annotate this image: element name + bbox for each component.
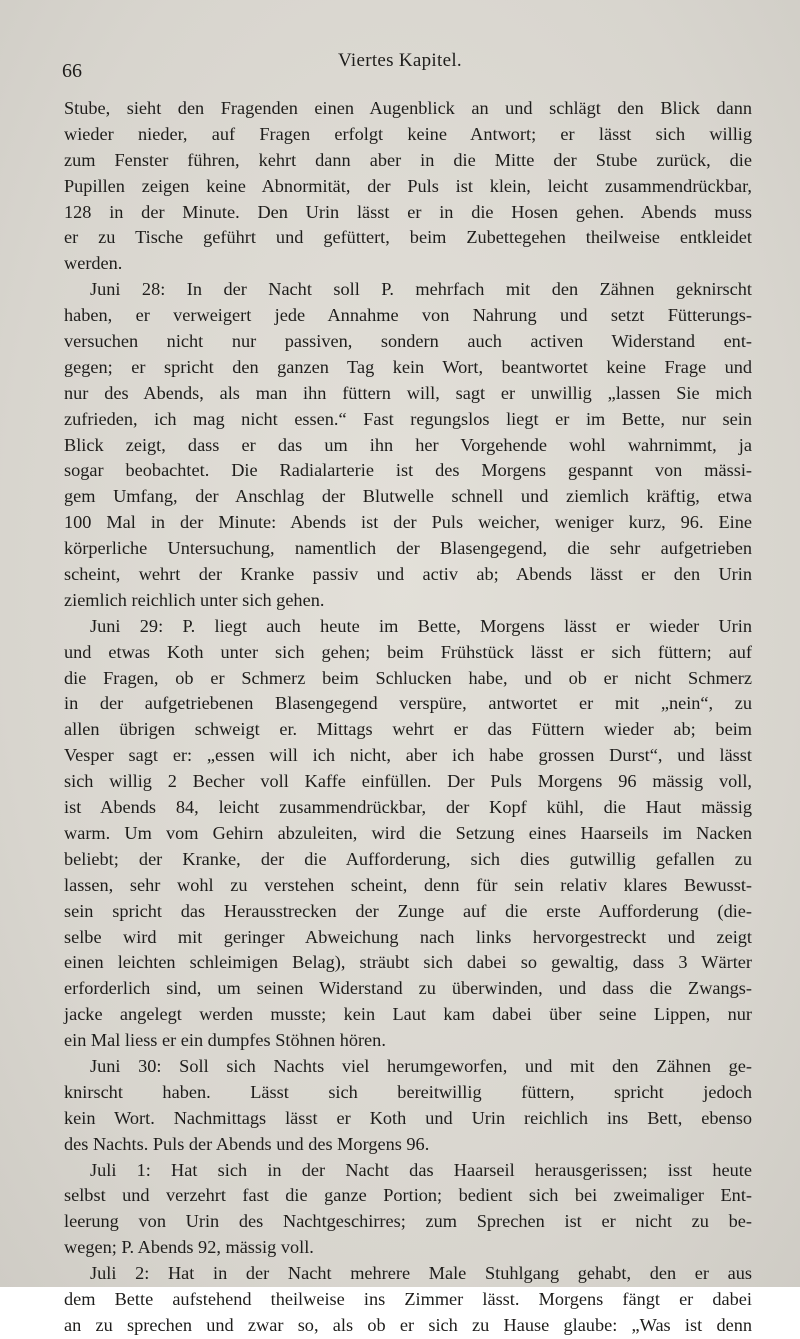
text-line: nur des Abends, als man ihn füttern will, sagt er unwillig „lassen Sie mich bbox=[64, 382, 752, 403]
text-line: haben, er verweigert jede Annahme von Nahrung und setzt Fütterungs- bbox=[64, 305, 752, 326]
text-line: einen leichten schleimigen Belag), sträubt sich dabei so gewaltig, dass 3 Wärter bbox=[64, 952, 752, 973]
text-line: 100 Mal in der Minute: Abends ist der Puls weicher, weniger kurz, 96. Eine bbox=[64, 512, 752, 533]
text-line: sein spricht das Herausstrecken der Zunge auf die erste Aufforderung (die- bbox=[64, 900, 752, 921]
text-line: wieder nieder, auf Fragen erfolgt keine Antwort; er lässt sich willig bbox=[64, 123, 752, 144]
text-line: Blick zeigt, dass er das um ihn her Vorgehende wohl wahrnimmt, ja bbox=[64, 434, 752, 455]
text-line: wegen; P. Abends 92, mässig voll. bbox=[64, 1237, 314, 1258]
text-line: versuchen nicht nur passiven, sondern auch activen Widerstand ent- bbox=[64, 331, 752, 352]
text-line: Juli 1: Hat sich in der Nacht das Haarseil herausgerissen; isst heute bbox=[90, 1159, 752, 1180]
text-line: warm. Um vom Gehirn abzuleiten, wird die Setzung eines Haarseils im Nacken bbox=[64, 822, 752, 843]
text-line: er zu Tische geführt und gefüttert, beim Zubettegehen theilweise entkleidet bbox=[64, 227, 752, 248]
text-line: des Nachts. Puls der Abends und des Morgens 96. bbox=[64, 1133, 430, 1154]
text-line: sogar beobachtet. Die Radialarterie ist des Morgens gespannt von mässi- bbox=[64, 460, 752, 481]
text-line: 128 in der Minute. Den Urin lässt er in die Hosen gehen. Abends muss bbox=[64, 201, 752, 222]
text-line: allen übrigen schweigt er. Mittags wehrt er das Füttern wieder ab; beim bbox=[64, 719, 752, 740]
text-line: Juni 29: P. liegt auch heute im Bette, Morgens lässt er wieder Urin bbox=[90, 615, 752, 636]
text-line: kein Wort. Nachmittags lässt er Koth und Urin reichlich ins Bett, ebenso bbox=[64, 1107, 752, 1128]
text-line: in der aufgetriebenen Blasengegend verspüre, antwortet er mit „nein“, zu bbox=[64, 693, 752, 714]
body-text bbox=[64, 96, 752, 1339]
page-header bbox=[62, 50, 758, 80]
text-line: dem Bette aufstehend theilweise ins Zimmer lässt. Morgens fängt er dabei bbox=[64, 1288, 752, 1309]
text-line: Pupillen zeigen keine Abnormität, der Puls ist klein, leicht zusammendrückbar, bbox=[64, 175, 752, 196]
text-line: werden. bbox=[64, 253, 123, 274]
text-line: gegen; er spricht den ganzen Tag kein Wort, beantwortet keine Frage und bbox=[64, 356, 752, 377]
text-line: Stube, sieht den Fragenden einen Augenblick an und schlägt den Blick dann bbox=[64, 98, 752, 118]
running-title: Viertes Kapitel. bbox=[338, 50, 462, 71]
text-line: selbe wird mit geringer Abweichung nach links hervorgestreckt und zeigt bbox=[64, 926, 752, 947]
text-line: körperliche Untersuchung, namentlich der Blasengegend, die sehr aufgetrieben bbox=[64, 538, 752, 559]
text-line: gem Umfang, der Anschlag der Blutwelle schnell und ziemlich kräftig, etwa bbox=[64, 486, 752, 507]
page-number: 66 bbox=[62, 60, 82, 82]
text-line: beliebt; der Kranke, der die Aufforderung, sich dies gutwillig gefallen zu bbox=[64, 848, 752, 869]
text-line: leerung von Urin des Nachtgeschirres; zum Sprechen ist er nicht zu be- bbox=[64, 1211, 752, 1232]
text-line: ziemlich reichlich unter sich gehen. bbox=[64, 589, 325, 610]
text-line: an zu sprechen und zwar so, als ob er sich zu Hause glaube: „Was ist denn bbox=[64, 1314, 752, 1335]
text-line: und etwas Koth unter sich gehen; beim Frühstück lässt er sich füttern; auf bbox=[64, 641, 752, 662]
text-line: Vesper sagt er: „essen will ich nicht, aber ich habe grossen Durst“, und lässt bbox=[64, 745, 752, 766]
text-line: zum Fenster führen, kehrt dann aber in die Mitte der Stube zurück, die bbox=[64, 149, 752, 170]
text-line: selbst und verzehrt fast die ganze Portion; bedient sich bei zweimaliger Ent- bbox=[64, 1185, 752, 1206]
text-line: zufrieden, ich mag nicht essen.“ Fast regungslos liegt er im Bette, nur sein bbox=[64, 408, 752, 429]
text-line: knirscht haben. Lässt sich bereitwillig füttern, spricht jedoch bbox=[64, 1081, 752, 1102]
text-line: Juli 2: Hat in der Nacht mehrere Male Stuhlgang gehabt, den er aus bbox=[90, 1263, 752, 1284]
text-line: Juni 28: In der Nacht soll P. mehrfach mit den Zähnen geknirscht bbox=[90, 279, 752, 300]
text-line: lassen, sehr wohl zu verstehen scheint, denn für sein relativ klares Bewusst- bbox=[64, 874, 752, 895]
text-line: ein Mal liess er ein dumpfes Stöhnen hören. bbox=[64, 1030, 386, 1051]
text-line: sich willig 2 Becher voll Kaffe einfüllen. Der Puls Morgens 96 mässig voll, bbox=[64, 771, 752, 792]
text-line: die Fragen, ob er Schmerz beim Schlucken habe, und ob er nicht Schmerz bbox=[64, 667, 752, 688]
text-line: erforderlich sind, um seinen Widerstand zu überwinden, und dass die Zwangs- bbox=[64, 978, 752, 999]
text-line: ist Abends 84, leicht zusammendrückbar, der Kopf kühl, die Haut mässig bbox=[64, 797, 752, 818]
text-line: Juni 30: Soll sich Nachts viel herumgeworfen, und mit den Zähnen ge- bbox=[90, 1055, 752, 1076]
text-line: scheint, wehrt der Kranke passiv und activ ab; Abends lässt er den Urin bbox=[64, 564, 752, 585]
text-line: jacke angelegt werden musste; kein Laut kam dabei über seine Lippen, nur bbox=[64, 1004, 752, 1025]
